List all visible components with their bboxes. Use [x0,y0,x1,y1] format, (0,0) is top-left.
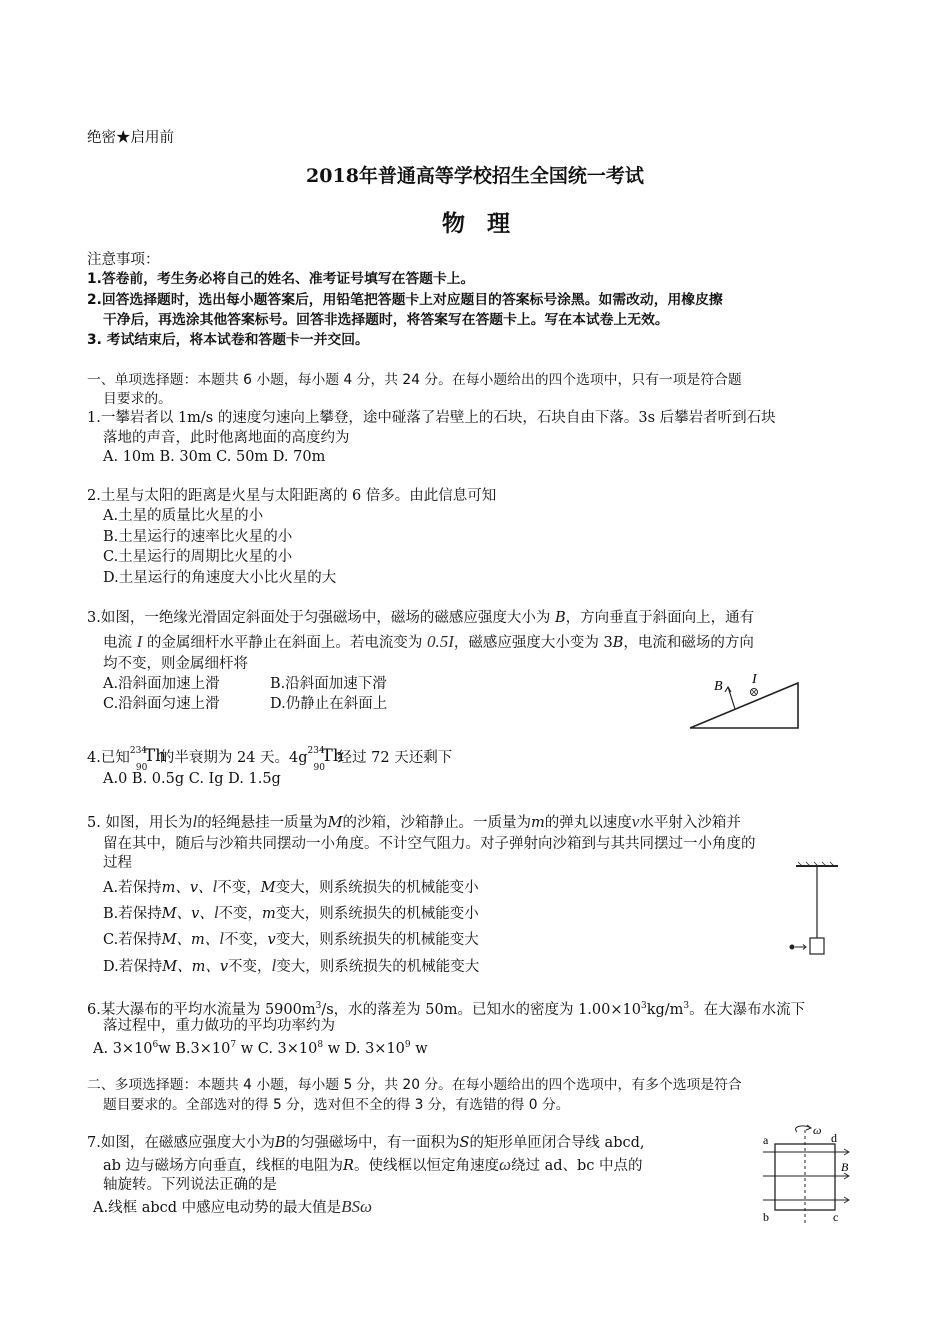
pendulum-figure [782,860,852,962]
q5-option-c: C.若保持M、m、l不变，v变大，则系统损失的机械能变大 [103,929,479,948]
section1-heading: 一、单项选择题：本题共 6 小题，每小题 4 分，共 24 分。在每小题给出的四个选项中，只有一项是符合题 [87,372,742,388]
coil-label-b: b [763,1210,769,1224]
q3-stem-cont2: 均不变，则金属细杆将 [103,656,248,672]
section2-heading-cont: 题目要求的。全部选对的得 5 分，选对但不全的得 3 分，有选错的得 0 分。 [103,1097,570,1113]
q7-stem: 7.如图，在磁感应强度大小为B的匀强磁场中，有一面积为S的矩形单匝闭合导线 abcd, [87,1135,645,1151]
q3-option-b: B.沿斜面加速下滑 [270,676,387,692]
q2-option-b: B.土星运行的速率比火星的小 [103,529,293,545]
q2-option-a: A.土星的质量比火星的小 [103,508,264,524]
q2-option-d: D.土星运行的角速度大小比火星的大 [103,570,337,586]
q3-option-c: C.沿斜面匀速上滑 [103,696,220,712]
coil-label-B: B [841,1160,849,1174]
subject-title: 物理 [442,210,532,237]
q7-stem-cont2: 轴旋转。下列说法正确的是 [103,1177,277,1193]
coil-label-d: d [831,1131,837,1145]
sandbox [810,938,824,954]
q1-stem-cont: 落地的声音，此时他离地面的高度约为 [103,430,350,446]
q2-option-c: C.土星运行的周期比火星的小 [103,549,293,565]
q2-stem: 2.土星与太阳的距离是火星与太阳距离的 6 倍多。由此信息可知 [87,488,497,504]
figure-label-I: I [752,672,757,687]
q5-stem: 5. 如图，用长为l的轻绳悬挂一质量为M的沙箱，沙箱静止。一质量为m的弹丸以速度v水平射入沙箱并 [87,812,741,831]
q7-stem-cont: ab 边与磁场方向垂直，线框的电阻为R。使线框以恒定角速度ω绕过 ad、bc 中点的 [103,1155,643,1174]
secret-label: 绝密★启用前 [87,130,174,146]
exam-title: 2018年普通高等学校招生全国统一考试 [306,165,644,187]
coil-label-a: a [763,1133,769,1147]
thorium-isotope: 234 90 Th [129,746,167,773]
incline-figure [680,665,810,735]
q5-stem-cont: 留在其中，随后与沙箱共同摆动一小角度。不计空气阻力。对子弹射向沙箱到与其共同摆过一小角度的 [103,836,756,852]
q5-option-b: B.若保持M、v、l不变，m变大，则系统损失的机械能变小 [103,903,479,922]
notice-item-2-cont: 干净后，再选涂其他答案标号。回答非选择题时，将答案写在答题卡上。写在本试卷上无效。 [103,312,669,328]
incline-triangle [690,683,798,728]
q4-options: A.0 B. 0.5g C. Ig D. 1.5g [103,771,281,787]
field-arrow [728,687,735,709]
coil-label-c: c [833,1210,839,1224]
notice-item-1: 1.答卷前，考生务必将自己的姓名、准考证号填写在答题卡上。 [87,271,475,287]
notice-heading: 注意事项： [87,252,160,268]
notice-item-3: 3. 考试结束后，将本试卷和答题卡一并交回。 [87,332,369,348]
field-arrowhead [725,687,731,692]
q3-option-d: D.仍静止在斜面上 [270,696,388,712]
q1-options: A. 10m B. 30m C. 50m D. 70m [103,449,326,465]
coil-label-omega: ω [813,1123,822,1137]
pellet [790,945,795,950]
thorium-isotope-2: 234 90 Th [307,746,344,773]
q3-option-a: A.沿斜面加速上滑 [103,676,220,692]
q3-stem-cont: 电流 I 的金属细杆水平静止在斜面上。若电流变为 0.5I，磁感应强度大小变为 3B，电流和磁场的方向 [103,632,754,651]
notice-item-2: 2.回答选择题时，选出每小题答案后，用铅笔把答题卡上对应题目的答案标号涂黑。如需改动，用橡皮擦 [87,292,723,308]
q5-option-a: A.若保持m、v、l不变，M变大，则系统损失的机械能变小 [103,877,479,896]
q6-stem: 6.某大瀑布的平均水流量为 $5900m^3/s$，水的落差为 50m。已知水的密度为 $1.00\times 10^3kg/m^3$。在大瀑布水流下 [87,1001,806,1018]
q7-option-a: A.线框 abcd 中感应电动势的最大值是BSω [93,1197,373,1216]
figure-label-B: B [714,679,723,694]
section2-heading: 二、多项选择题：本题共 4 小题，每小题 5 分，共 20 分。在每小题给出的四个选项中，有多个选项是符合 [87,1077,742,1093]
q1-stem: 1.一攀岩者以 1m/s 的速度匀速向上攀登，途中碰落了岩壁上的石块，石块自由下落。3s 后攀岩者听到石块 [87,410,776,426]
coil-figure [755,1118,855,1228]
q5-option-d: D.若保持M、m、v不变，l变大，则系统损失的机械能变大 [103,956,480,975]
q4-stem: 4.已知 234 90 Th 的半衰期为 24 天。4g 234 90 Th 经过 72 天还剩下 [87,746,453,773]
q5-stem-cont2: 过程 [103,855,132,871]
section1-heading-cont: 目要求的。 [103,391,172,407]
q6-stem-cont: 落过程中，重力做功的平均功率约为 [103,1018,335,1034]
q6-options: A. $3\times 10^6w$ $B.3\times 10^7$ w C. $3\times 10^8$ w D. $3\times 10^9$ w [93,1040,428,1057]
q3-stem: 3.如图，一绝缘光滑固定斜面处于匀强磁场中，磁场的磁感应强度大小为 B，方向垂直于斜面向上，通有 [87,610,755,626]
